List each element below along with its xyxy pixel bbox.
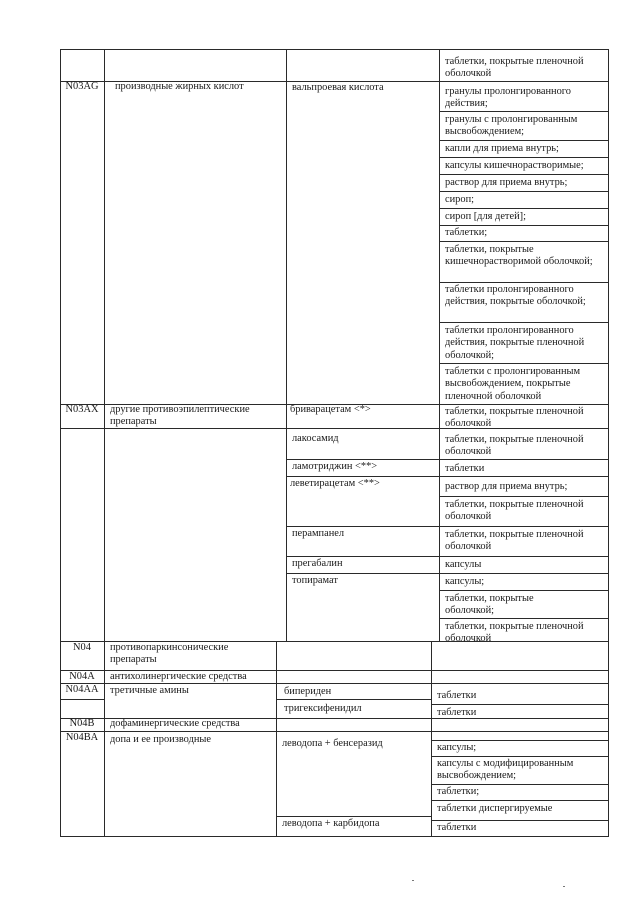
cell-line — [439, 282, 609, 283]
cell-line — [439, 225, 609, 226]
cell-line — [439, 590, 609, 591]
cell-line — [439, 208, 609, 209]
dosage-form: таблетки, покрытые пленочной оболочкой — [445, 56, 584, 80]
cell-line — [431, 756, 609, 757]
cell-line — [431, 704, 609, 705]
atc-code: N04 — [73, 642, 91, 653]
substance-name: бипериден — [284, 686, 332, 697]
dosage-form: таблетки — [437, 707, 477, 718]
row-line — [60, 731, 609, 732]
dosage-form: гранулы пролонгированного действия; — [445, 86, 571, 110]
cell-line — [439, 241, 609, 242]
substance-name: бриварацетам <*> — [290, 404, 371, 415]
column-divider-group — [286, 49, 287, 641]
cell-line — [286, 573, 439, 574]
dosage-form: таблетки, покрытые пленочной оболочкой — [445, 621, 584, 645]
dosage-form: гранулы с пролонгированным высвобождением; — [445, 114, 578, 138]
dosage-form: таблетки, покрытые пленочной оболочкой — [445, 434, 584, 458]
dosage-form: таблетки с пролонгированным высвобождением, покрытые пленочной оболочкой — [445, 366, 581, 402]
cell-line — [431, 800, 609, 801]
dosage-form: капсулы; — [445, 576, 485, 587]
cell-line — [439, 363, 609, 364]
cell-line — [439, 140, 609, 141]
dosage-form: таблетки, покрытые оболочкой; — [445, 593, 534, 617]
cell-line — [276, 699, 431, 700]
substance-name: леветирацетам <**> — [290, 478, 380, 489]
substance-name: вальпроевая кислота — [292, 82, 384, 93]
cell-line — [431, 784, 609, 785]
dosage-form: таблетки; — [437, 786, 480, 797]
substance-name: топирамат — [292, 575, 338, 586]
dosage-form: таблетки, покрытые пленочной оболочкой — [445, 499, 584, 523]
scan-speck — [563, 886, 565, 887]
table-border-top — [60, 49, 609, 50]
pharm-group: дофаминергические средства — [110, 718, 240, 729]
substance-name: тригексифенидил — [284, 703, 362, 714]
dosage-form: таблетки, покрытые пленочной оболочкой — [445, 406, 584, 430]
cell-line — [439, 459, 609, 460]
dosage-form: капсулы кишечнорастворимые; — [445, 160, 584, 171]
dosage-form: таблетки; — [445, 227, 488, 238]
substance-name: перампанел — [292, 528, 345, 539]
row-line — [60, 699, 104, 700]
dosage-form: капсулы с модифицированным высвобождением; — [437, 758, 574, 782]
cell-line — [439, 556, 609, 557]
substance-name: леводопа + карбидопа — [282, 818, 380, 829]
dosage-form: сироп; — [445, 194, 475, 205]
dosage-form: таблетки пролонгированного действия, покрытые пленочной оболочкой; — [445, 325, 585, 361]
atc-code: N03AG — [65, 81, 99, 92]
pharm-group: антихолинергические средства — [110, 671, 247, 682]
atc-code: N04BA — [65, 732, 99, 743]
cell-line — [439, 496, 609, 497]
dosage-form: таблетки, покрытые кишечнорастворимой оболочкой; — [445, 244, 593, 268]
dosage-form: таблетки диспергируемые — [437, 803, 553, 814]
dosage-form: раствор для приема внутрь; — [445, 481, 568, 492]
pharm-group: производные жирных кислот — [115, 81, 244, 92]
atc-code: N04B — [69, 718, 95, 729]
dosage-form: капсулы; — [437, 742, 477, 753]
dosage-form: таблетки пролонгированного действия, покрытые оболочкой; — [445, 284, 586, 308]
cell-line — [276, 816, 431, 817]
pharm-group: другие противоэпилептические препараты — [110, 404, 250, 428]
dosage-form: капли для приема внутрь; — [445, 143, 559, 154]
cell-line — [439, 191, 609, 192]
substance-name: лакосамид — [292, 433, 339, 444]
dosage-form: таблетки, покрытые пленочной оболочкой — [445, 529, 584, 553]
cell-line — [439, 476, 609, 477]
dosage-form: раствор для приема внутрь; — [445, 177, 568, 188]
dosage-form: таблетки — [445, 463, 485, 474]
pharm-group: третичные амины — [110, 685, 189, 696]
cell-line — [439, 174, 609, 175]
dosage-form: таблетки — [437, 822, 477, 833]
cell-line — [286, 556, 439, 557]
cell-line — [286, 476, 439, 477]
pharm-group: допа и ее производные — [110, 734, 212, 745]
substance-name: леводопа + бенсеразид — [282, 738, 383, 749]
table-border-bottom — [60, 836, 609, 837]
pharm-group: противопаркинсонические препараты — [110, 642, 229, 666]
dosage-form: сироп [для детей]; — [445, 211, 526, 222]
substance-name: ламотриджин <**> — [292, 461, 378, 472]
scan-speck — [412, 880, 414, 881]
cell-line — [439, 322, 609, 323]
atc-code: N03AX — [65, 404, 99, 415]
cell-line — [286, 526, 439, 527]
dosage-form: таблетки — [437, 690, 477, 701]
cell-line — [439, 111, 609, 112]
dosage-form: капсулы — [445, 559, 482, 570]
cell-line — [439, 573, 609, 574]
atc-code: N04A — [69, 671, 95, 682]
cell-line — [431, 740, 609, 741]
cell-line — [439, 157, 609, 158]
column-divider-substance — [439, 49, 440, 641]
atc-code: N04AA — [65, 684, 99, 695]
cell-line — [286, 459, 439, 460]
substance-name: прегабалин — [292, 558, 343, 569]
cell-line — [431, 820, 609, 821]
cell-line — [439, 618, 609, 619]
cell-line — [439, 526, 609, 527]
